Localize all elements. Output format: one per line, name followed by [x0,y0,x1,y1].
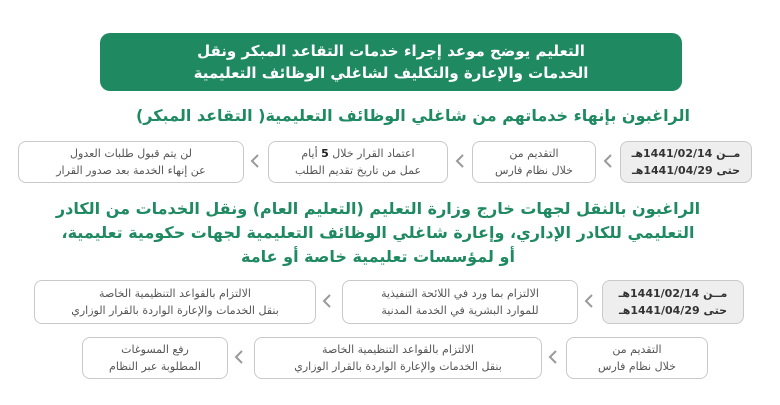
step-text-1 [269,145,447,162]
section1-heading: الراغبون بإنهاء خدماتهم من شاغلي الوظائف التعليمية( التقاعد المبكر) [135,106,690,125]
chevron-left-icon [232,350,246,364]
section2-step-regulations [342,280,578,324]
section2-step-apply [566,337,708,379]
chevron-left-icon [582,294,596,308]
section2-heading-line-2: التعليمي للكادر الإداري، وإعارة شاغلي الوظائف التعليمية لجهات حكومية تعليمية، [61,223,695,242]
section2-step-rules [34,280,316,324]
chevron-left-icon [453,154,467,168]
step-text-2: بنقل الخدمات والإعارة الواردة بالقرار الوزاري [71,304,279,317]
date-to: حتى 1441/04/29هـ [631,164,741,177]
banner-line-1: التعليم يوضح موعد إجراء خدمات التقاعد المبكر ونقل [197,42,585,60]
section2-heading [38,197,718,269]
days-count: 5 [321,147,329,160]
date-from: مــن 1441/02/14هـ [618,287,728,300]
step-text-2: عن إنهاء الخدمة بعد صدور القرار [56,164,206,177]
step-text-2: بنقل الخدمات والإعارة الواردة بالقرار الوزاري [294,360,502,373]
section1-step-approve [268,141,448,183]
section2-step-documents [82,337,228,379]
chevron-left-icon [601,154,615,168]
step-text-part: اعتماد القرار خلال [328,147,415,160]
step-text-1: لن يتم قبول طلبات العدول [70,147,192,160]
step-text-1: الالتزام بما ورد في اللائحة التنفيذية [381,287,539,300]
chevron-left-icon [320,294,334,308]
step-text-1: رفع المسوغات [121,343,189,356]
step-text-1: التقديم من [509,147,559,160]
section2-heading-line-3: أو لمؤسسات تعليمية خاصة أو عامة [241,247,515,266]
section2-date-box [602,280,744,324]
step-text-1: الالتزام بالقواعد التنظيمية الخاصة [322,343,474,356]
step-text-1: الالتزام بالقواعد التنظيمية الخاصة [99,287,251,300]
title-banner [100,33,682,91]
date-from: مــن 1441/02/14هـ [631,147,741,160]
banner-line-2: الخدمات والإعارة والتكليف لشاغلي الوظائف التعليمية [193,64,589,82]
step-text-1: التقديم من [612,343,662,356]
section1-step-no-withdrawal [18,141,244,183]
section1-step-apply [472,141,596,183]
chevron-left-icon [546,350,560,364]
date-to: حتى 1441/04/29هـ [618,304,728,317]
step-text-2: عمل من تاريخ تقديم الطلب [294,164,422,177]
step-text-part: أيام [301,147,322,160]
step-text-2: للموارد البشرية في الخدمة المدنية [381,304,539,317]
step-text-2: خلال نظام فارس [495,164,573,177]
step-text-2: المطلوبة عبر النظام [109,360,201,373]
section1-date-box [620,141,752,183]
step-text-2: خلال نظام فارس [598,360,676,373]
chevron-left-icon [248,154,262,168]
section2-heading-line-1: الراغبون بالنقل لجهات خارج وزارة التعليم (التعليم العام) ونقل الخدمات من الكادر [55,199,701,218]
section2-step-rules-2 [254,337,542,379]
